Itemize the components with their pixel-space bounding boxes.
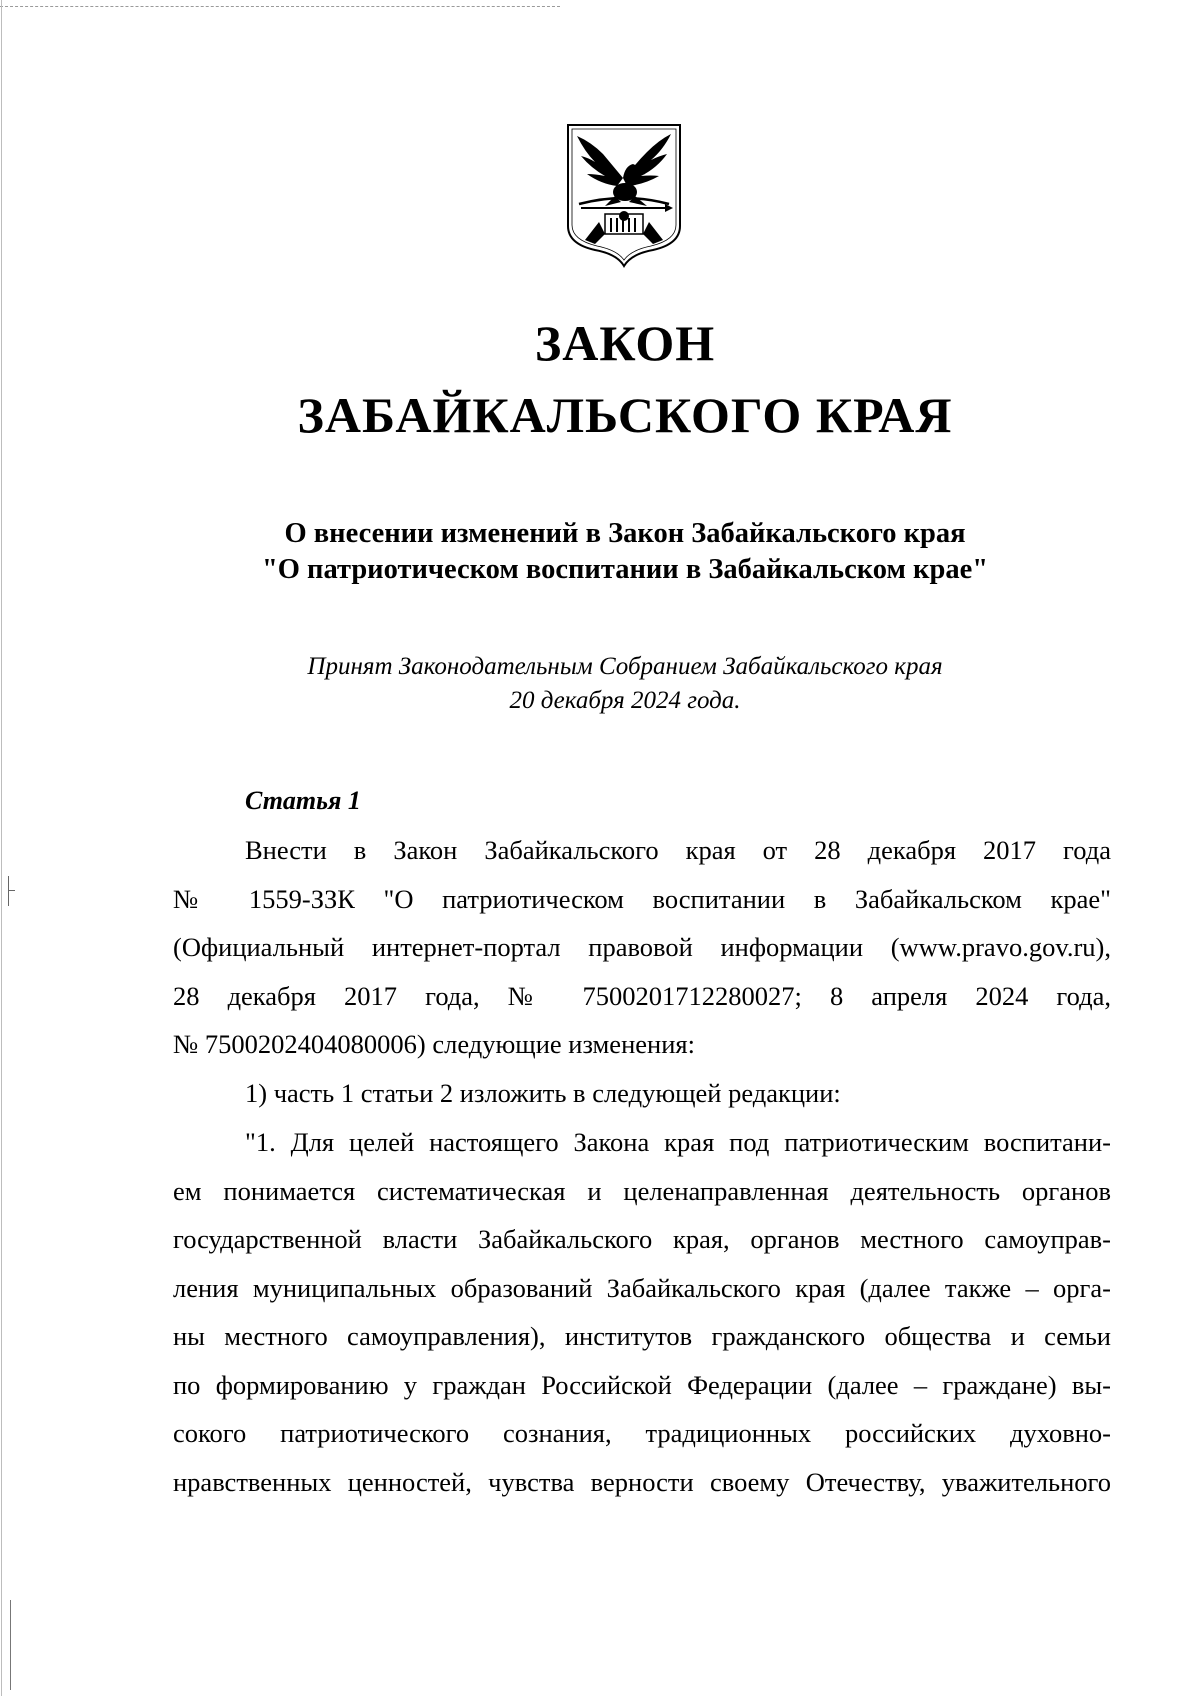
text-line: государственной власти Забайкальского края, органов местного самоуправ-: [173, 1224, 1111, 1254]
scan-edge-top: [0, 6, 560, 7]
scan-edge-left-bottom: [10, 1600, 11, 1690]
article-paragraph-2: [173, 1069, 1111, 1118]
text-line: ем понимается систематическая и целенаправленная деятельность органов: [173, 1175, 1111, 1206]
coat-of-arms-icon: [565, 122, 683, 268]
text-line: 28 декабря 2017 года, № 7500201712280027; 8 апреля 2024 года,: [173, 980, 1111, 1011]
scan-mark: [8, 876, 9, 906]
adoption-note-line-1: Принят Законодательным Собранием Забайкальского края: [307, 653, 943, 680]
text-line: "1. Для целей настоящего Закона края под патриотическим воспитани-: [245, 1127, 1111, 1157]
article-paragraph-3: [173, 1118, 1111, 1506]
text-line: (Официальный интернет-портал правовой информации (www.pravo.gov.ru),: [173, 932, 1111, 962]
article-paragraph-1: [173, 826, 1111, 1069]
text-line: нравственных ценностей, чувства верности своему Отечеству, уважительного: [173, 1466, 1111, 1497]
article-heading: Статья 1: [245, 786, 361, 815]
text-line: 1) часть 1 статьи 2 изложить в следующей редакции:: [245, 1078, 841, 1108]
law-region-title: ЗАБАЙКАЛЬСКОГО КРАЯ: [297, 387, 953, 443]
text-line: по формированию у граждан Российской Федерации (далее – граждане) вы-: [173, 1369, 1111, 1400]
text-line: ны местного самоуправления), институтов гражданского общества и семьи: [173, 1321, 1111, 1351]
scan-edge-left: [1, 0, 2, 1696]
text-line: сокого патриотического сознания, традиционных российских духовно-: [173, 1418, 1111, 1448]
law-title: ЗАКОН: [534, 315, 716, 371]
text-line: № 7500202404080006) следующие изменения:: [173, 1029, 695, 1059]
law-subject-line-2: "О патриотическом воспитании в Забайкальском крае": [261, 554, 989, 585]
law-subject-line-1: О внесении изменений в Закон Забайкальского края: [284, 518, 966, 549]
text-line: Внести в Закон Забайкальского края от 28 декабря 2017 года: [245, 835, 1111, 865]
adoption-date: 20 декабря 2024 года.: [509, 687, 741, 714]
text-line: ления муниципальных образований Забайкальского края (далее также – орга-: [173, 1272, 1111, 1303]
text-line: № 1559-ЗЗК "О патриотическом воспитании в Забайкальском крае": [173, 883, 1111, 914]
